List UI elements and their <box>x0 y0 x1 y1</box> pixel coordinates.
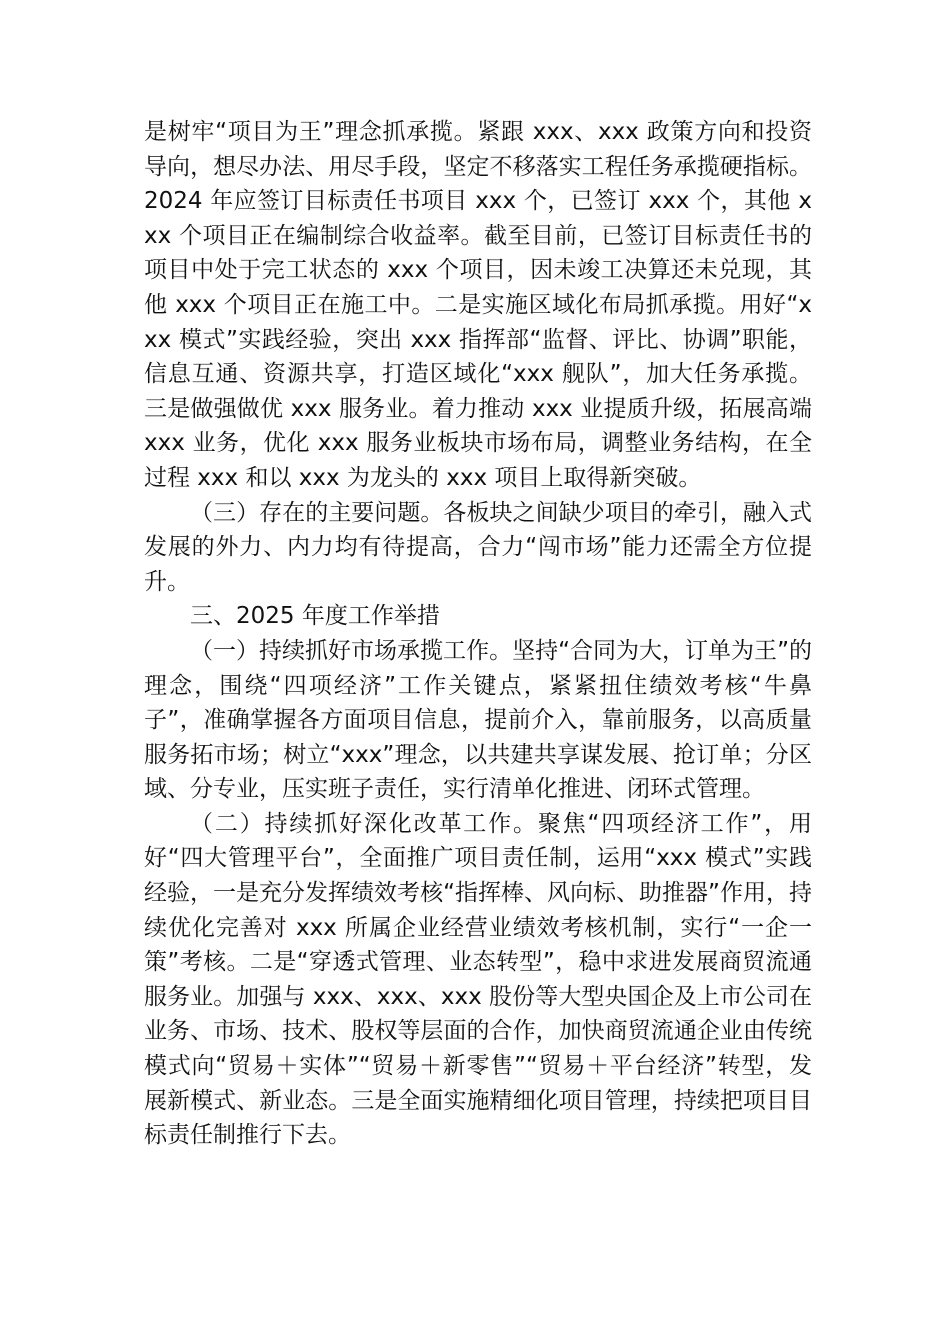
paragraph-market-contracting: （一）持续抓好市场承揽工作。坚持“合同为大，订单为王”的理念，围绕“四项经济”工作关键点，紧紧扭住绩效考核“牛鼻子”，准确掌握各方面项目信息，提前介入，靠前服务，以高质量服务拓市场；树立“xxx”理念，以共建共享谋发展、抢订单；分区域、分专业，压实班子责任，实行清单化推进、闭环式管理。 <box>144 637 812 803</box>
document-body <box>144 115 812 1153</box>
paragraph-deepening-reform: （二）持续抓好深化改革工作。聚焦“四项经济工作”，用好“四大管理平台”，全面推广项目责任制，运用“xxx 模式”实践经验，一是充分发挥绩效考核“指挥棒、风向标、助推器”作用，持续优化完善对 xxx 所属企业经营业绩效考核机制，实行“一企一策”考核。二是“穿透式管理、业态转型”，稳中求进发展商贸流通服务业。加强与 xxx、xxx、xxx 股份等大型央国企及上市公司在业务、市场、技术、股权等层面的合作，加快商贸流通企业由传统模式向“贸易＋实体”“贸易＋新零售”“贸易＋平台经济”转型，发展新模式、新业态。三是全面实施精细化项目管理，持续把项目目标责任制推行下去。 <box>144 810 812 1149</box>
paragraph-project-contracting: 是树牢“项目为王”理念抓承揽。紧跟 xxx、xxx 政策方向和投资导向，想尽办法、用尽手段，坚定不移落实工程任务承揽硬指标。2024 年应签订目标责任书项目 xxx 个，已签订 xxx 个，其他 xxx 个项目正在编制综合收益率。截至目前，已签订目标责任书的项目中处于完工状态的 xxx 个项目，因未竣工决算还未兑现，其他 xxx 个项目正在施工中。二是实施区域化布局抓承揽。用好“xxx 模式”实践经验，突出 xxx 指挥部“监督、评比、协调”职能，信息互通、资源共享，打造区域化“xxx 舰队”，加大任务承揽。三是做强做优 xxx 服务业。着力推动 xxx 业提质升级，拓展高端 xxx 业务，优化 xxx 服务业板块市场布局，调整业务结构，在全过程 xxx 和以 xxx 为龙头的 xxx 项目上取得新突破。 <box>144 119 812 491</box>
section-heading-2025-measures: 三、2025 年度工作举措 <box>190 603 440 630</box>
paragraph-main-problems: （三）存在的主要问题。各板块之间缺少项目的牵引，融入式发展的外力、内力均有待提高，合力“闯市场”能力还需全方位提升。 <box>144 499 812 595</box>
